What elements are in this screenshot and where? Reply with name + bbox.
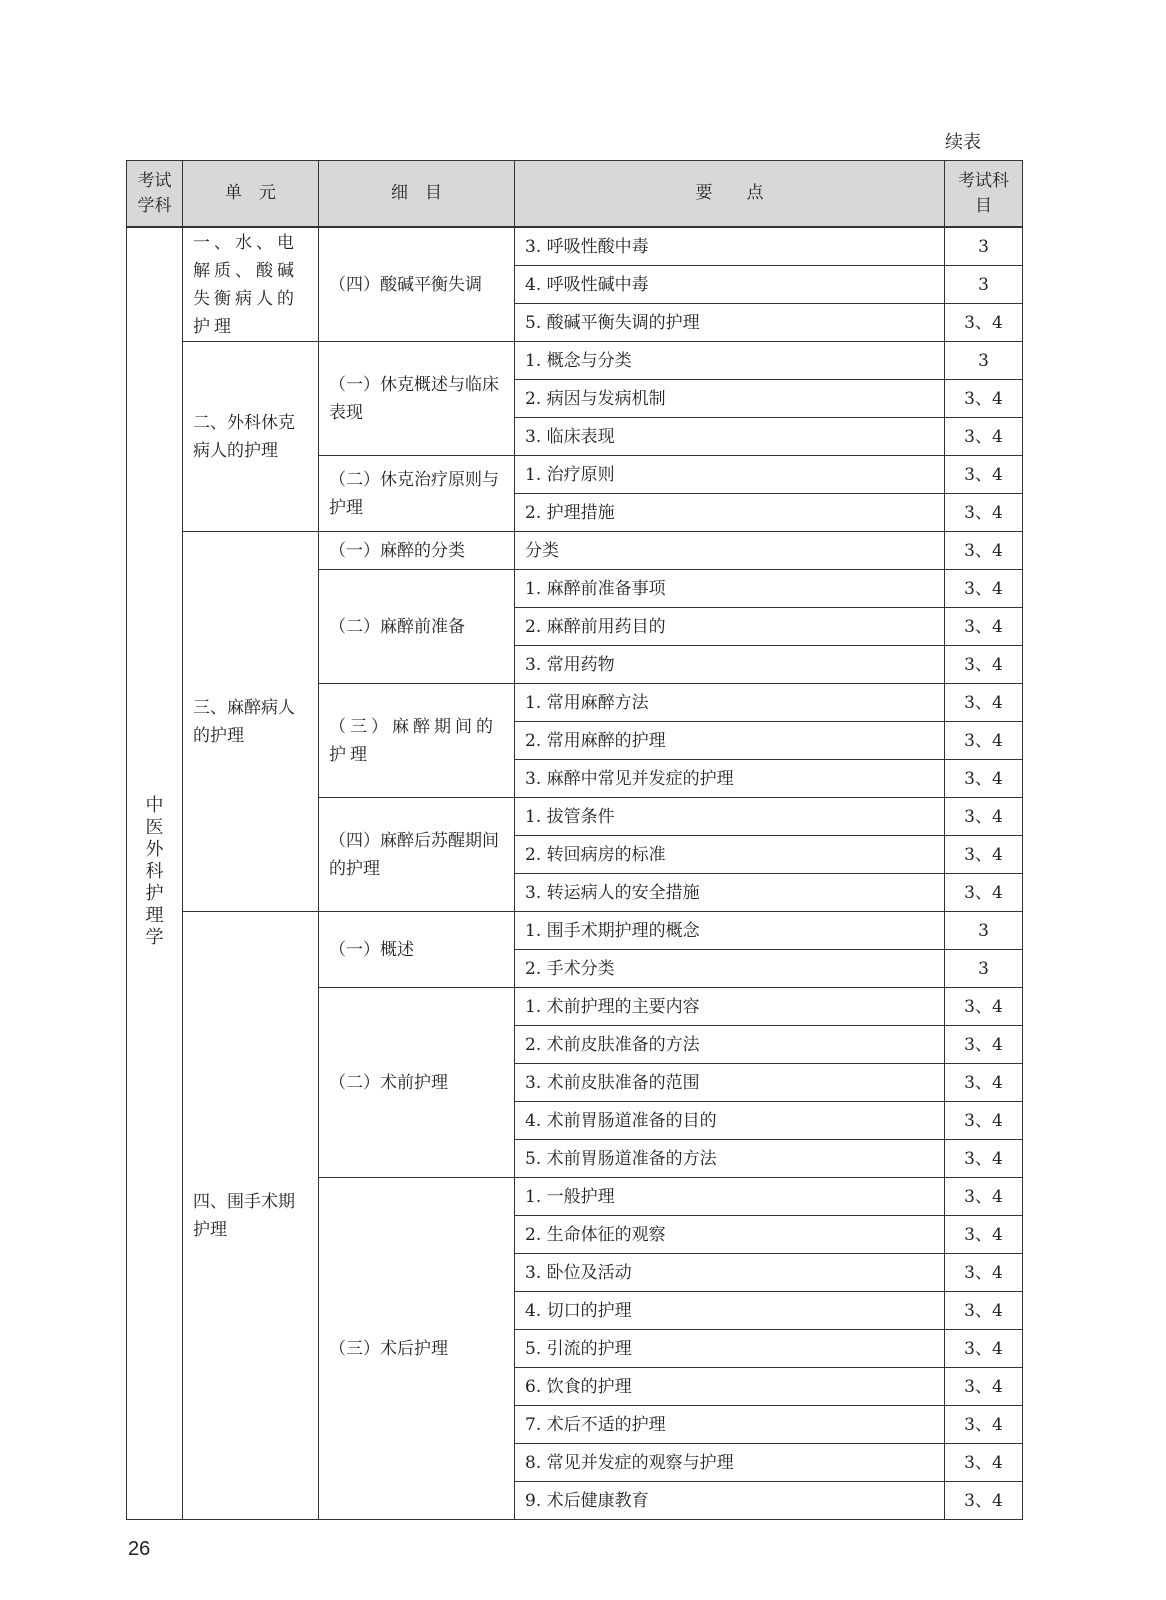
point-cell: 2. 生命体征的观察 [515, 1216, 945, 1254]
detail-cell: （四）麻醉后苏醒期间的护理 [319, 798, 515, 912]
table-header-row [127, 161, 1023, 228]
point-cell: 3. 术前皮肤准备的范围 [515, 1064, 945, 1102]
detail-cell: （二）术前护理 [319, 988, 515, 1178]
point-cell: 6. 饮食的护理 [515, 1368, 945, 1406]
exam-cell: 3、4 [945, 1026, 1023, 1064]
point-cell: 1. 常用麻醉方法 [515, 684, 945, 722]
point-cell: 1. 一般护理 [515, 1178, 945, 1216]
exam-cell: 3、4 [945, 988, 1023, 1026]
subject-label: 中医外科护理学 [145, 795, 164, 948]
exam-cell: 3、4 [945, 532, 1023, 570]
point-cell: 3. 常用药物 [515, 646, 945, 684]
point-cell: 2. 护理措施 [515, 494, 945, 532]
point-cell: 2. 转回病房的标准 [515, 836, 945, 874]
detail-cell: （一）概述 [319, 912, 515, 988]
detail-cell: （二）休克治疗原则与护理 [319, 456, 515, 532]
continued-table-caption: 续表 [945, 132, 981, 153]
exam-cell: 3、4 [945, 1330, 1023, 1368]
point-cell: 1. 概念与分类 [515, 342, 945, 380]
point-cell: 3. 临床表现 [515, 418, 945, 456]
point-cell: 4. 术前胃肠道准备的目的 [515, 1102, 945, 1140]
point-cell: 2. 手术分类 [515, 950, 945, 988]
exam-cell: 3、4 [945, 798, 1023, 836]
exam-cell: 3、4 [945, 1216, 1023, 1254]
point-cell: 分类 [515, 532, 945, 570]
exam-cell: 3、4 [945, 722, 1023, 760]
table-row [127, 227, 1023, 266]
exam-cell: 3、4 [945, 1140, 1023, 1178]
point-cell: 3. 呼吸性酸中毒 [515, 227, 945, 266]
detail-cell: （三）麻醉期间的护理 [319, 684, 515, 798]
unit-cell: 二、外科休克病人的护理 [183, 342, 319, 532]
point-cell: 2. 术前皮肤准备的方法 [515, 1026, 945, 1064]
point-cell: 1. 治疗原则 [515, 456, 945, 494]
detail-cell: （二）麻醉前准备 [319, 570, 515, 684]
exam-cell: 3 [945, 266, 1023, 304]
header-unit: 单 元 [183, 161, 319, 228]
exam-syllabus-table [126, 160, 1023, 1520]
page-number: 26 [128, 1538, 151, 1560]
point-cell: 1. 麻醉前准备事项 [515, 570, 945, 608]
exam-cell: 3 [945, 342, 1023, 380]
exam-cell: 3 [945, 912, 1023, 950]
point-cell: 4. 呼吸性碱中毒 [515, 266, 945, 304]
subject-cell [127, 227, 183, 1520]
point-cell: 4. 切口的护理 [515, 1292, 945, 1330]
point-cell: 2. 常用麻醉的护理 [515, 722, 945, 760]
exam-cell: 3、4 [945, 1178, 1023, 1216]
point-cell: 2. 病因与发病机制 [515, 380, 945, 418]
exam-cell: 3、4 [945, 1444, 1023, 1482]
header-exam: 考试科目 [945, 161, 1023, 228]
exam-cell: 3、4 [945, 494, 1023, 532]
table-row [127, 532, 1023, 570]
header-subject: 考试学科 [127, 161, 183, 228]
detail-cell: （四）酸碱平衡失调 [319, 227, 515, 342]
point-cell: 7. 术后不适的护理 [515, 1406, 945, 1444]
exam-cell: 3、4 [945, 1406, 1023, 1444]
point-cell: 3. 麻醉中常见并发症的护理 [515, 760, 945, 798]
point-cell: 8. 常见并发症的观察与护理 [515, 1444, 945, 1482]
exam-cell: 3、4 [945, 418, 1023, 456]
detail-cell: （三）术后护理 [319, 1178, 515, 1520]
point-cell: 5. 术前胃肠道准备的方法 [515, 1140, 945, 1178]
exam-cell: 3、4 [945, 570, 1023, 608]
exam-cell: 3、4 [945, 608, 1023, 646]
exam-cell: 3、4 [945, 380, 1023, 418]
point-cell: 2. 麻醉前用药目的 [515, 608, 945, 646]
table-row [127, 912, 1023, 950]
exam-cell: 3、4 [945, 1064, 1023, 1102]
exam-cell: 3、4 [945, 456, 1023, 494]
point-cell: 1. 拔管条件 [515, 798, 945, 836]
exam-cell: 3、4 [945, 1482, 1023, 1520]
point-cell: 1. 术前护理的主要内容 [515, 988, 945, 1026]
header-detail: 细 目 [319, 161, 515, 228]
exam-cell: 3 [945, 950, 1023, 988]
point-cell: 3. 转运病人的安全措施 [515, 874, 945, 912]
table-row [127, 342, 1023, 380]
unit-cell: 一、水、电解质、酸碱失衡病人的护理 [183, 227, 319, 342]
unit-cell: 四、围手术期护理 [183, 912, 319, 1520]
point-cell: 3. 卧位及活动 [515, 1254, 945, 1292]
exam-cell: 3、4 [945, 304, 1023, 342]
exam-cell: 3、4 [945, 646, 1023, 684]
exam-cell: 3、4 [945, 1292, 1023, 1330]
exam-cell: 3、4 [945, 874, 1023, 912]
point-cell: 5. 酸碱平衡失调的护理 [515, 304, 945, 342]
exam-cell: 3、4 [945, 836, 1023, 874]
detail-cell: （一）休克概述与临床表现 [319, 342, 515, 456]
point-cell: 9. 术后健康教育 [515, 1482, 945, 1520]
point-cell: 1. 围手术期护理的概念 [515, 912, 945, 950]
exam-cell: 3、4 [945, 760, 1023, 798]
exam-cell: 3、4 [945, 684, 1023, 722]
exam-cell: 3、4 [945, 1102, 1023, 1140]
unit-cell: 三、麻醉病人的护理 [183, 532, 319, 912]
detail-cell: （一）麻醉的分类 [319, 532, 515, 570]
exam-cell: 3 [945, 227, 1023, 266]
header-points: 要 点 [515, 161, 945, 228]
point-cell: 5. 引流的护理 [515, 1330, 945, 1368]
exam-cell: 3、4 [945, 1254, 1023, 1292]
exam-cell: 3、4 [945, 1368, 1023, 1406]
